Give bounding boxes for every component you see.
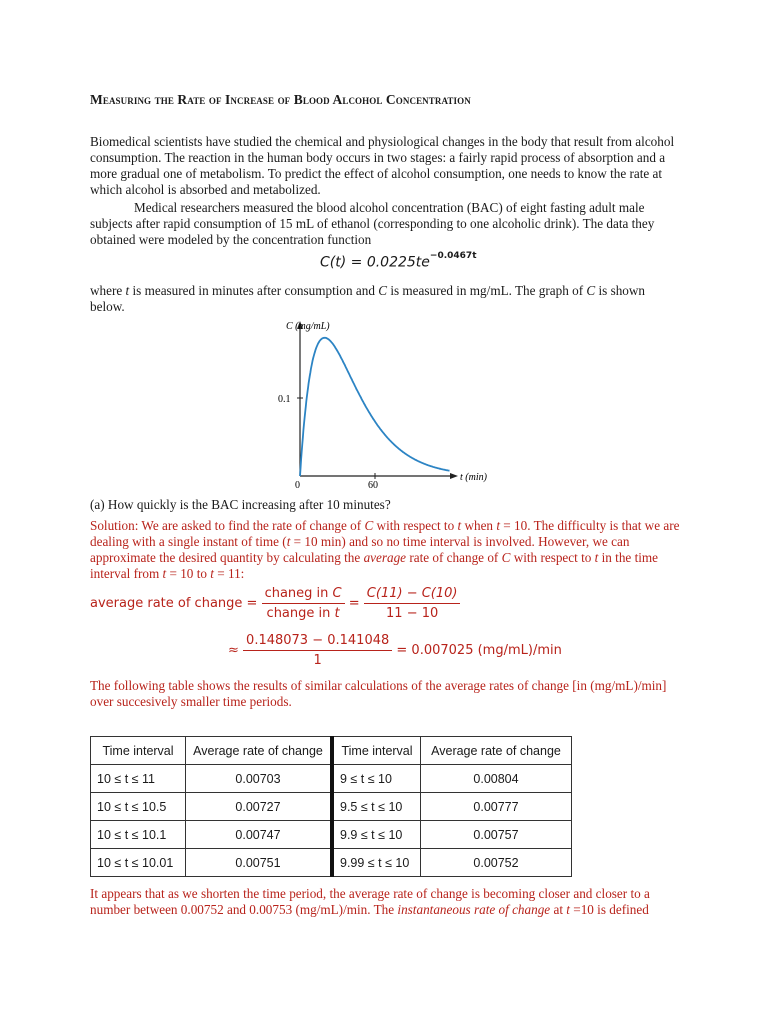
table-cell: 0.00747 bbox=[186, 821, 333, 849]
header-time-interval-2: Time interval bbox=[332, 737, 421, 765]
header-time-interval-1: Time interval bbox=[91, 737, 186, 765]
approximation-equation: ≈ $\frac{0.148073 - 0.141048}{1}$ = 0.007025 (mg/mL)/min bbox=[228, 633, 562, 668]
average-rate-equation: average rate of change = $\frac{\text{chaneg in C}}{\text{change in t}}$ = $\frac{C(11) - C(10)}{11 - 10}$ bbox=[90, 586, 460, 621]
eq-fraction-2: $\frac{C(11) - C(10)}{11 - 10}$ bbox=[364, 586, 461, 621]
header-avg-rate-1: Average rate of change bbox=[186, 737, 333, 765]
eq-fraction-3: $\frac{0.148073 - 0.141048}{1}$ bbox=[243, 633, 392, 668]
formula-exponent: −0.0467t bbox=[429, 251, 477, 261]
eq-fraction-1: $\frac{\text{chaneg in C}}{\text{change in t}}$ bbox=[262, 586, 345, 621]
bac-curve bbox=[300, 338, 450, 476]
table-cell: 0.00757 bbox=[421, 821, 572, 849]
solution-paragraph: Solution: We are asked to find the rate of change of C with respect to t when t = 10. The difficulty is that we are dealing with a single instant of time (t = 10 min) and so no time interval is involved. However, we can approximate the desired quantity by calculating the average rate of change of C with respect to t in the time interval from t = 10 to t = 11: bbox=[90, 518, 680, 581]
conclusion-paragraph: It appears that as we shorten the time period, the average rate of change is becoming closer and closer to a number between 0.00752 and 0.00753 (mg/mL)/min. The instantaneous rate of change at t =10 is defined bbox=[90, 886, 650, 917]
table-cell: 0.00804 bbox=[421, 765, 572, 793]
table-cell: 0.00727 bbox=[186, 793, 333, 821]
table-row bbox=[91, 849, 572, 877]
research-paragraph: Medical researchers measured the blood alcohol concentration (BAC) of eight fasting adult male subjects after rapid consumption of 15 mL of ethanol (corresponding to one alcoholic drink). The data they obtained were modeled by the concentration function bbox=[90, 200, 655, 247]
origin-label: 0 bbox=[295, 480, 300, 491]
eq-result: = 0.007025 (mg/mL)/min bbox=[396, 643, 562, 658]
table-cell: 10 ≤ t ≤ 10.1 bbox=[91, 821, 186, 849]
rate-table bbox=[90, 736, 572, 877]
table-intro: The following table shows the results of similar calculations of the average rates of change [in (mg/mL)/min] over succesively smaller time periods. bbox=[90, 678, 667, 709]
bac-graph bbox=[278, 318, 585, 491]
table-cell: 10 ≤ t ≤ 10.5 bbox=[91, 793, 186, 821]
formula-main: C(t) = 0.0225te bbox=[320, 254, 430, 271]
table-cell: 0.00752 bbox=[421, 849, 572, 877]
table-cell: 9.99 ≤ t ≤ 10 bbox=[332, 849, 421, 877]
table-cell: 0.00703 bbox=[186, 765, 333, 793]
concentration-formula bbox=[320, 251, 477, 271]
eq-label: average rate of change = bbox=[90, 596, 258, 611]
table-cell: 10 ≤ t ≤ 11 bbox=[91, 765, 186, 793]
document-title: Measuring the Rate of Increase of Blood Alcohol Concentration bbox=[90, 92, 471, 107]
table-cell: 0.00777 bbox=[421, 793, 572, 821]
table-row bbox=[91, 793, 572, 821]
x-axis-arrow bbox=[450, 473, 458, 479]
header-avg-rate-2: Average rate of change bbox=[421, 737, 572, 765]
y-axis-symbol: C (mg/mL) bbox=[286, 321, 330, 332]
x-axis-label: t (min) bbox=[460, 472, 487, 483]
table-row bbox=[91, 765, 572, 793]
table-cell: 0.00751 bbox=[186, 849, 333, 877]
table-row bbox=[91, 821, 572, 849]
table-cell: 9 ≤ t ≤ 10 bbox=[332, 765, 421, 793]
table-cell: 9.9 ≤ t ≤ 10 bbox=[332, 821, 421, 849]
where-paragraph: where t is measured in minutes after consumption and C is measured in mg/mL. The graph of C is shown below. bbox=[90, 283, 646, 314]
table-header-row bbox=[91, 737, 572, 765]
question-a: (a) How quickly is the BAC increasing after 10 minutes? bbox=[90, 497, 391, 512]
table-cell: 9.5 ≤ t ≤ 10 bbox=[332, 793, 421, 821]
y-tick-label-01: 0.1 bbox=[278, 394, 291, 405]
intro-paragraph: Biomedical scientists have studied the chemical and physiological changes in the body that result from alcohol consumption. The reaction in the human body occurs in two stages: a fairly rapid process of absorption and a more gradual one of metabolism. To predict the effect of alcohol consumption, one needs to know the rate at which alcohol is absorbed and metabolized. bbox=[90, 134, 675, 197]
x-tick-label-60: 60 bbox=[368, 480, 378, 491]
table-cell: 10 ≤ t ≤ 10.01 bbox=[91, 849, 186, 877]
